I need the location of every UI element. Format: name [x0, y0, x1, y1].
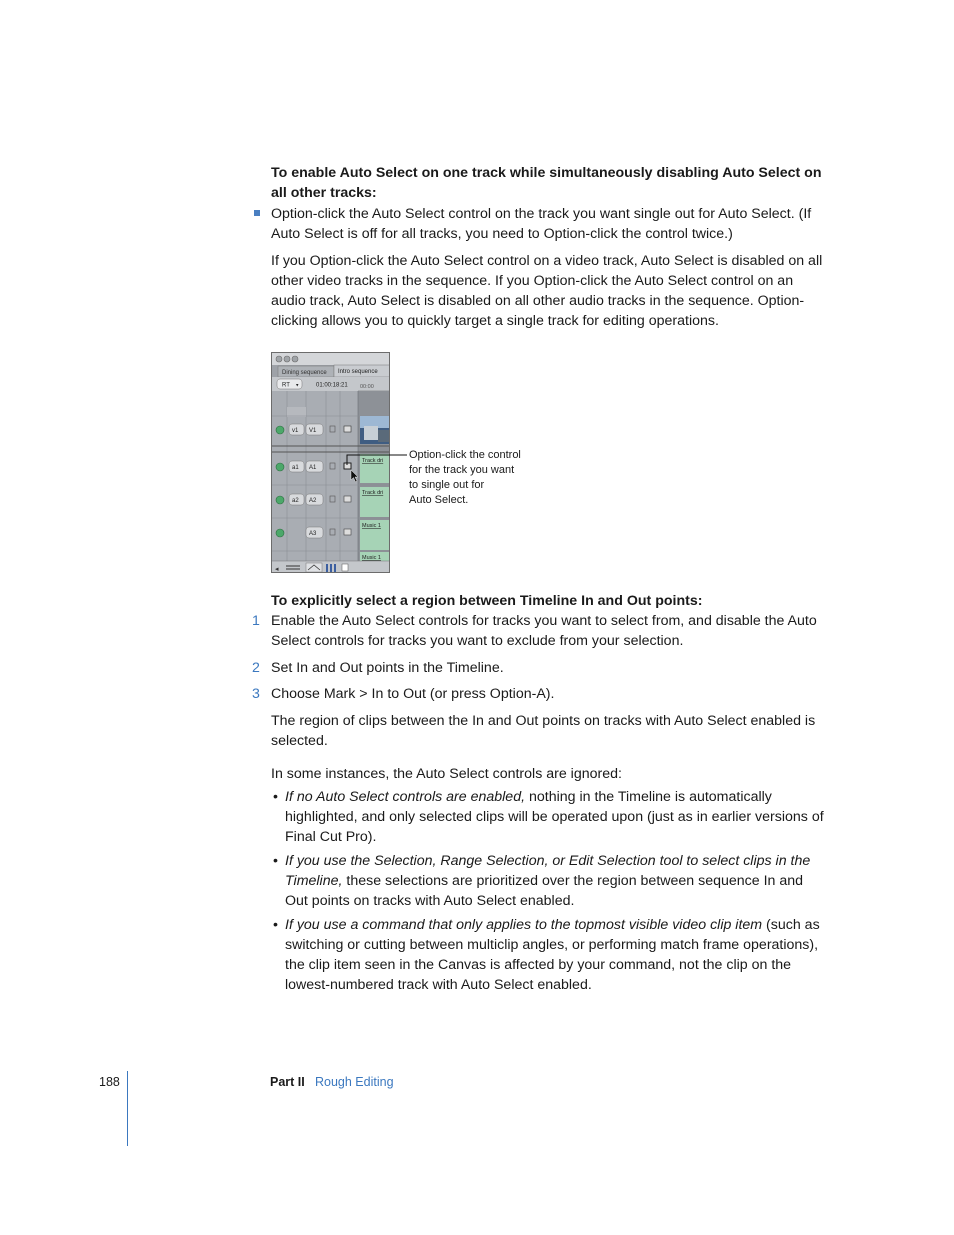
- step-text: Option-click the Auto Select control on the track you want single out for Auto Select. (If Auto Select is off for all tracks, you need to Option-click the control twice.): [271, 206, 812, 242]
- auto-select-icon: [344, 426, 351, 432]
- explanation-paragraph: If you Option-click the Auto Select control on a video track, Auto Select is disabled on all other video tracks in the sequence. If you Option-click the Auto Select control on an audio track, Auto Select is disabled on all other audio tracks in the sequence. Option-clicking allows you to quickly target a single track for editing operations.: [271, 253, 823, 329]
- bullet-marker: •: [273, 853, 278, 869]
- tab-dining-sequence: Dining sequence: [282, 370, 327, 376]
- clip-label: Music 1: [362, 555, 381, 561]
- clip-label: Music 1: [362, 523, 381, 529]
- destination-control-a2: A2: [309, 498, 317, 504]
- clip-label: Track dri: [362, 458, 384, 464]
- destination-control-v1: V1: [309, 428, 317, 434]
- source-control-v1: v1: [292, 428, 299, 434]
- figure-callout: [409, 448, 539, 508]
- bullet-emphasis: If no Auto Select controls are enabled,: [285, 789, 526, 805]
- step-text: Choose Mark > In to Out (or press Option-A).: [271, 686, 555, 702]
- bullet-emphasis: If you use the Selection, Range Selection, or Edit Selection tool to select clips in the Timeline,: [285, 853, 811, 889]
- rt-menu: RT: [282, 382, 290, 389]
- callout-line-3: to single out for: [409, 479, 485, 491]
- ruler-label: 00:00: [360, 384, 374, 390]
- minimize-window-icon: [284, 356, 290, 362]
- svg-text:▾: ▾: [296, 382, 299, 389]
- callout-line-4: Auto Select.: [409, 494, 469, 506]
- bullet-emphasis: If you use a command that only applies to the topmost visible video clip item: [285, 917, 763, 933]
- source-control-a2: a2: [292, 498, 299, 504]
- destination-control-a1: A1: [309, 465, 317, 471]
- bullet-item: [285, 787, 825, 847]
- footer-part: Part II: [270, 1075, 305, 1089]
- zoom-slider-icon: [342, 564, 348, 571]
- result-paragraph: The region of clips between the In and Out points on tracks with Auto Select enabled is selected.: [271, 713, 816, 749]
- zoom-window-icon: [292, 356, 298, 362]
- timecode-display: 01:00:18:21: [316, 382, 348, 389]
- bullet-rest: these selections are prioritized over the region between sequence In and Out points on tracks with Auto Select enabled.: [285, 873, 804, 909]
- bullet-item: [285, 915, 825, 995]
- track-audio-icon: [276, 463, 284, 471]
- close-window-icon: [276, 356, 282, 362]
- step-number: 1: [252, 613, 260, 629]
- bullet-item: [285, 851, 825, 911]
- speaker-icon: ◂: [275, 565, 279, 573]
- section-heading: To enable Auto Select on one track while simultaneously disabling Auto Select on all other tracks:: [271, 165, 822, 201]
- source-control-a1: a1: [292, 465, 299, 471]
- bullet-marker: •: [273, 917, 278, 933]
- footer-chapter: Rough Editing: [315, 1075, 394, 1089]
- destination-control-a3: A3: [309, 531, 317, 537]
- section-heading: To explicitly select a region between Timeline In and Out points:: [271, 593, 703, 609]
- track-visibility-icon: [276, 426, 284, 434]
- page-number: 188: [99, 1075, 120, 1089]
- step-square-marker: [254, 210, 260, 216]
- callout-line: [346, 452, 408, 466]
- footer-rule: [127, 1071, 128, 1146]
- bullet-rest: nothing in the Timeline is automatically highlighted, and only selected clips will be operated upon (just as in earlier versions of Final Cut Pro).: [285, 789, 824, 845]
- step-number: 3: [252, 686, 260, 702]
- bullet-rest: (such as switching or cutting between multiclip angles, or performing match frame operations), the clip item seen in the Canvas is affected by your command, not the clip on the lowest-numbered track with Auto Select enabled.: [285, 917, 820, 993]
- step-text: Set In and Out points in the Timeline.: [271, 660, 504, 676]
- tab-intro-sequence: Intro sequence: [338, 369, 378, 375]
- callout-line-2: for the track you want: [409, 464, 515, 476]
- step-number: 2: [252, 660, 260, 676]
- callout-line-1: Option-click the control: [409, 449, 521, 461]
- bullet-marker: •: [273, 789, 278, 805]
- step-text: Enable the Auto Select controls for tracks you want to select from, and disable the Auto Select controls for tracks you want to exclude from your selection.: [271, 613, 817, 649]
- clip-label: Track dri: [362, 490, 384, 496]
- intro-paragraph: In some instances, the Auto Select controls are ignored:: [271, 766, 622, 782]
